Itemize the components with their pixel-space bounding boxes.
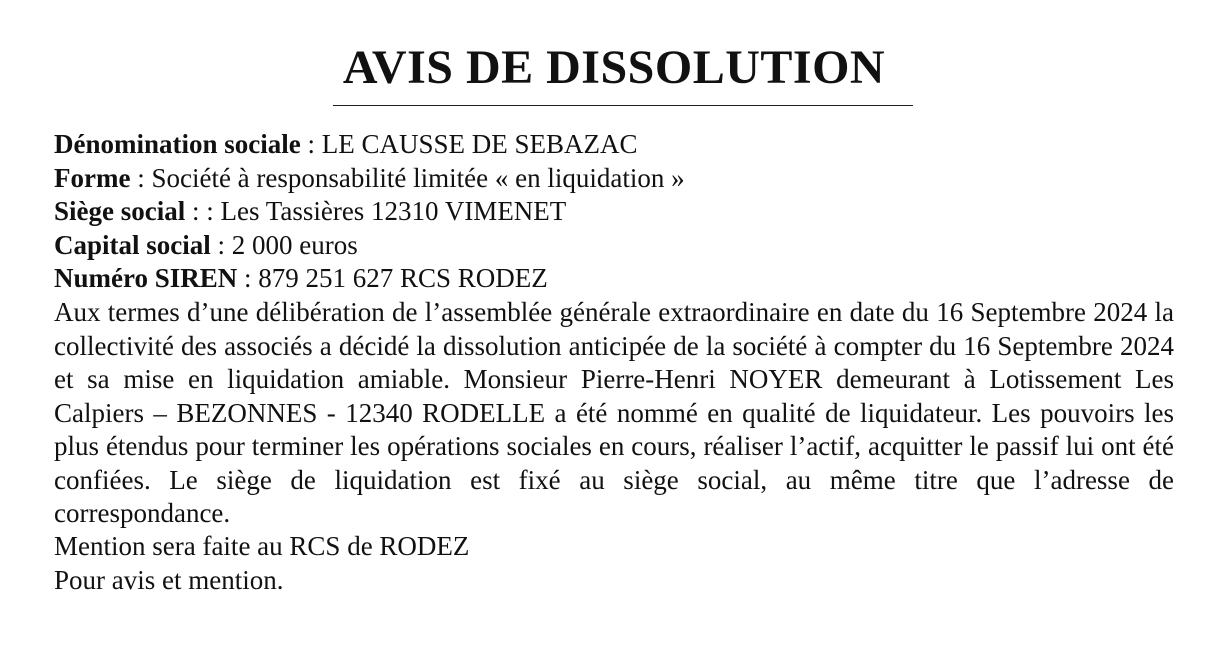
notice-body: Aux termes d’une délibération de l’assemblée générale extraordinaire en date du 16 Septembre 2024 la collectivité des associés a décidé la dissolution anticipée de la société à compter du 16 Septembre 2024 et sa mise en liquidation amiable. Monsieur Pierre-Henri NOYER demeurant à Lotissement Les Calpiers – BEZONNES - 12340 RODELLE a été nommé en qualité de liquidateur. Les pouvoirs les plus étendus pour terminer les opérations sociales en cours, réaliser l’actif, acquitter le passif lui ont été confiées. Le siège de liquidation est fixé au siège social, au même titre que l’adresse de correspondance. <box>54 297 1174 528</box>
notice-mention: Mention sera faite au RCS de RODEZ <box>54 531 470 561</box>
field-siege-social <box>54 195 1174 229</box>
field-value: : LE CAUSSE DE SEBAZAC <box>300 129 638 159</box>
field-capital-social <box>54 229 1174 263</box>
notice-closing: Pour avis et mention. <box>54 564 284 595</box>
field-label: Siège social <box>54 196 186 226</box>
field-value: : : Les Tassières 12310 VIMENET <box>185 196 567 226</box>
field-label: Dénomination sociale <box>54 129 301 159</box>
field-value: : Société à responsabilité limitée « en liquidation » <box>130 162 685 193</box>
field-label: Numéro SIREN <box>54 263 238 293</box>
field-forme <box>54 162 1174 196</box>
legal-notice <box>54 40 1174 595</box>
field-value: : 879 251 627 RCS RODEZ <box>237 263 548 293</box>
notice-fields <box>54 128 1174 296</box>
field-value: : 2 000 euros <box>210 229 358 260</box>
field-label: Forme <box>54 162 131 193</box>
field-numero-siren <box>54 262 1174 296</box>
field-denomination <box>54 128 1174 162</box>
field-label: Capital social <box>54 229 211 260</box>
title-underline <box>333 105 913 106</box>
notice-title: AVIS DE DISSOLUTION <box>342 41 886 94</box>
